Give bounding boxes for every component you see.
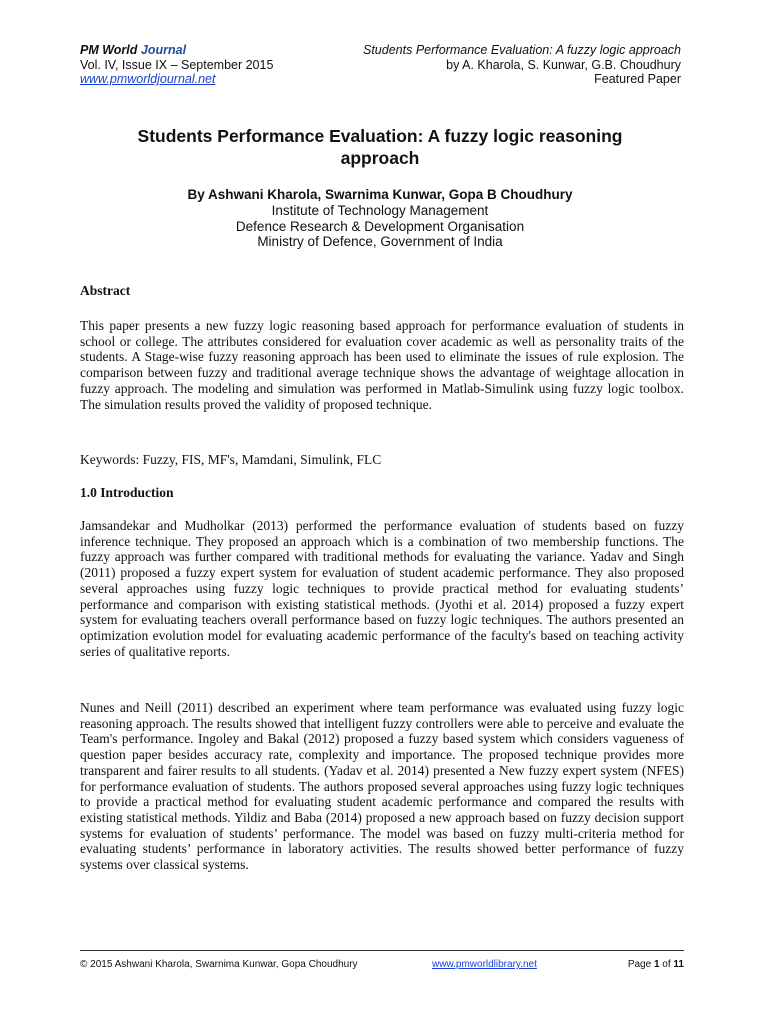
- header-left: [80, 43, 273, 87]
- introduction-heading: 1.0 Introduction: [80, 485, 174, 500]
- header-right: [363, 43, 681, 87]
- page-number: Page 1 of 11: [627, 959, 684, 970]
- volume-issue: Vol. IV, Issue IX – September 2015: [80, 57, 274, 72]
- journal-website-link[interactable]: www.pmworldjournal.net: [80, 72, 216, 86]
- keywords: Keywords: Fuzzy, FIS, MF's, Mamdani, Simulink, FLC: [80, 452, 382, 467]
- intro-paragraph-2: Nunes and Neill (2011) described an experiment where team performance was evaluated using fuzzy logic reasoning approach. The results showed that intelligent fuzzy controllers were able to perceive and evaluate the Team's performance. Ingoley and Bakal (2012) proposed a fuzzy based system which considers vagueness of question paper besides accuracy rate, complexity and importance. The proposed technique provides more transparent and fairer results to all students. (Yadav et al. 2014) presented a New fuzzy expert system (NFES) for performance evaluation of students. The authors proposed several approaches using fuzzy logic techniques to provide a practical method for evaluating student academic performance and compared the results with existing statistical methods. Yildiz and Baba (2014) proposed a new approach based on fuzzy decision support systems for evaluation of students’ performance. The model was based on fuzzy multi-criteria method for evaluating students’ performance in laboratory activities. The results showed better performance of fuzzy systems over classical systems.: [80, 700, 684, 873]
- paper-title: Students Performance Evaluation: A fuzzy logic reasoning approach: [137, 126, 623, 168]
- abstract-text: This paper presents a new fuzzy logic reasoning based approach for performance evaluation of students in school or college. The attributes considered for evaluation cover academic as well as personality traits of the students. A Stage-wise fuzzy reasoning approach has been used to eliminate the issues of rule explosion. The comparison between fuzzy and traditional average technique shows the advantage of weightage allocation in fuzzy approach. The modeling and simulation was performed in Matlab-Simulink using fuzzy logic toolbox. The simulation results proved the validity of proposed technique.: [80, 318, 684, 412]
- footer-divider: [80, 950, 684, 951]
- affiliation: [80, 203, 680, 250]
- running-title: Students Performance Evaluation: A fuzzy logic approach: [363, 43, 681, 57]
- library-link[interactable]: www.pmworldlibrary.net: [432, 959, 537, 970]
- paper-authors: By Ashwani Kharola, Swarnima Kunwar, Gopa B Choudhury: [187, 187, 573, 202]
- journal-name: PM World Journal: [80, 43, 187, 57]
- intro-paragraph-1: Jamsandekar and Mudholkar (2013) performed the performance evaluation of students based on fuzzy inference technique. They proposed an approach which is a combination of two membership functions. The fuzzy approach was further compared with traditional methods for evaluating the variance. Yadav and Singh (2011) proposed a fuzzy expert system for evaluation of student academic performance. They also proposed several approaches using fuzzy logic techniques to provide practical method for evaluating students’ performance and comparison with existing statistical methods. (Jyothi et al. 2014) proposed a fuzzy expert system for evaluating teachers overall performance based on fuzzy logic techniques. The authors presented an optimization evolution model for evaluating academic performance of the faculty's based on teaching activity series of qualitative reports.: [80, 518, 684, 659]
- affiliation-line: Ministry of Defence, Government of India: [257, 234, 503, 249]
- footer-copyright: © 2015 Ashwani Kharola, Swarnima Kunwar, Gopa Choudhury: [80, 959, 358, 970]
- affiliation-line: Institute of Technology Management: [271, 203, 489, 218]
- running-authors: by A. Kharola, S. Kunwar, G.B. Choudhury: [446, 57, 681, 72]
- abstract-heading: Abstract: [80, 283, 131, 298]
- affiliation-line: Defence Research & Development Organisation: [235, 218, 525, 234]
- paper-type: Featured Paper: [594, 72, 681, 86]
